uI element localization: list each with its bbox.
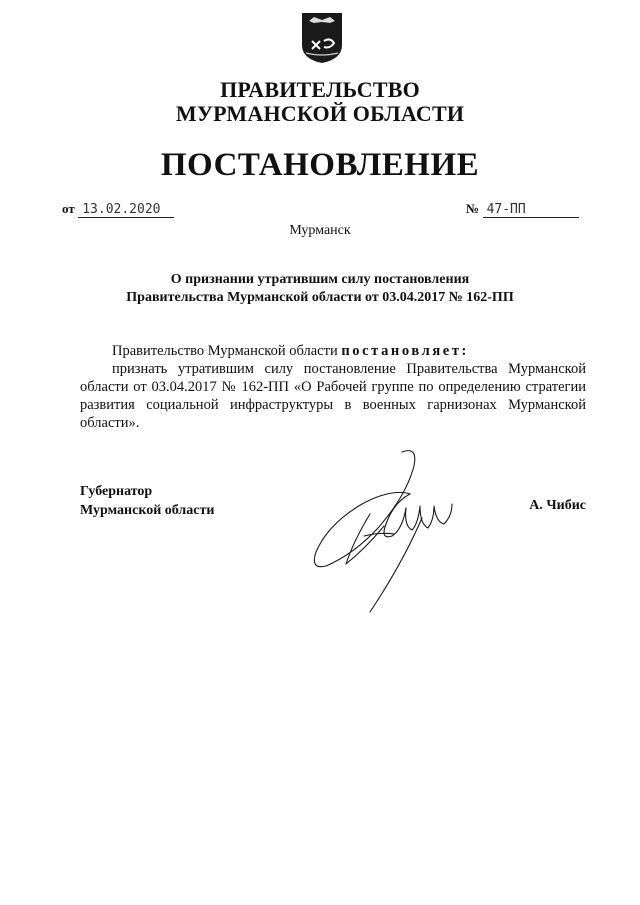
document-body xyxy=(80,342,586,432)
handwritten-signature xyxy=(306,444,466,616)
body-verb: постановляет: xyxy=(341,343,469,359)
number-prefix: № xyxy=(466,201,480,216)
body-intro: Правительство Мурманской области xyxy=(112,343,338,359)
document-subject xyxy=(0,271,640,307)
organization-name xyxy=(0,78,640,126)
coat-of-arms-icon xyxy=(300,11,344,65)
subject-line-2: Правительства Мурманской области от 03.04.2017 № 162-ПП xyxy=(126,290,514,305)
org-line-1: ПРАВИТЕЛЬСТВО xyxy=(220,77,420,102)
signatory-title-line-2: Мурманской области xyxy=(80,503,215,518)
body-intro-paragraph xyxy=(80,342,586,360)
org-line-2: МУРМАНСКОЙ ОБЛАСТИ xyxy=(175,101,465,126)
date-prefix: от xyxy=(62,201,75,216)
number-value: 47-ПП xyxy=(483,202,579,218)
city: Мурманск xyxy=(289,223,351,238)
signatory-title-line-1: Губернатор xyxy=(80,484,153,499)
number-field xyxy=(466,200,579,219)
date-value: 13.02.2020 xyxy=(78,202,174,218)
signatory-name: А. Чибис xyxy=(529,498,586,513)
subject-line-1: О признании утратившим силу постановления xyxy=(170,272,470,287)
date-field xyxy=(62,200,174,219)
body-text: признать утратившим силу постановление Правительства Мурманской области от 03.04.2017 № 162-ПП «О Рабочей группе по определению стратегии развития социальной инфраструктуры в военных гарнизонах Мурманской области». xyxy=(80,361,586,431)
document-type: ПОСТАНОВЛЕНИЕ xyxy=(160,147,480,183)
signatory-title xyxy=(80,482,214,520)
